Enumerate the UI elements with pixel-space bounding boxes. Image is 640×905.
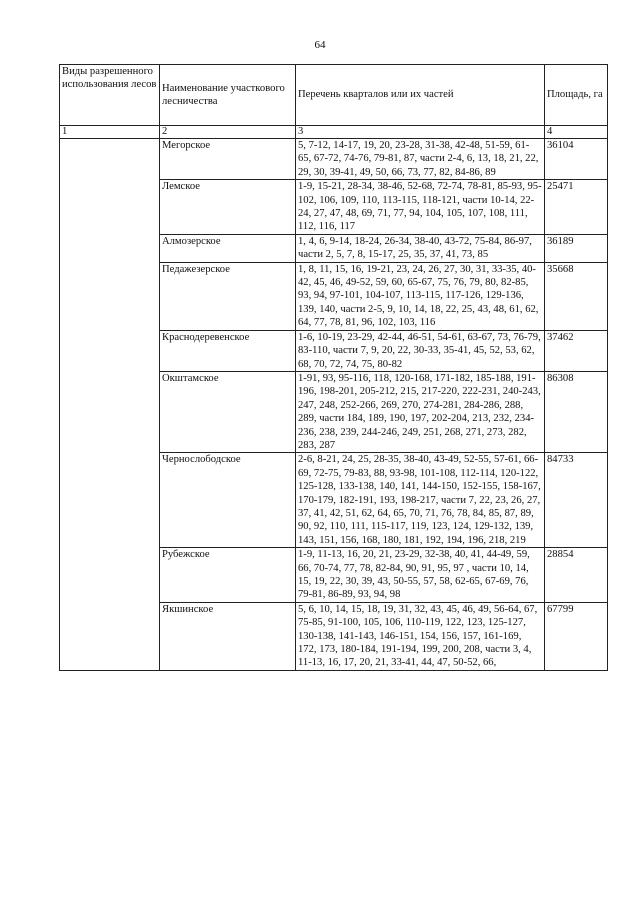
forestry-name: Алмозерское — [160, 234, 296, 262]
area-value: 86308 — [545, 371, 608, 452]
area-value: 67799 — [545, 602, 608, 670]
quarters-list: 1-9, 11-13, 16, 20, 21, 23-29, 32-38, 40, 41, 44-49, 59, 66, 70-74, 77, 78, 82-84, 90, 91, 95, 97 , части 10, 14, 15, 19, 22, 30, 39, 43, 50-55, 57, 58, 62-65, 67-69, 76, 79-81, 86-89, 93, 94, 98 — [296, 548, 545, 603]
area-value: 25471 — [545, 180, 608, 235]
forestry-name: Педажезерское — [160, 262, 296, 330]
column-number: 4 — [545, 126, 608, 139]
page-number: 64 — [314, 39, 326, 51]
quarters-list: 1, 4, 6, 9-14, 18-24, 26-34, 38-40, 43-72, 75-84, 86-97, части 2, 5, 7, 8, 15-17, 25, 35, 37, 41, 73, 85 — [296, 234, 545, 262]
quarters-list: 2-6, 8-21, 24, 25, 28-35, 38-40, 43-49, 52-55, 57-61, 66-69, 72-75, 79-83, 88, 93-98, 101-108, 112-114, 120-122, 125-128, 133-138, 140, 141, 144-150, 152-155, 158-167, 170-179, 182-191, 193, 198-217, части 7, 22, 23, 26, 27, 37, 41, 42, 51, 62, 64, 65, 70, 71, 76, 78, 84, 85, 87, 89, 90, 92, 110, 111, 115-117, 119, 123, 124, 129-132, 139, 143, 151, 156, 168, 180, 181, 192, 194, 196, 218, 219 — [296, 453, 545, 548]
quarters-list: 5, 6, 10, 14, 15, 18, 19, 31, 32, 43, 45, 46, 49, 56-64, 67, 75-85, 91-100, 105, 106, 110-119, 122, 123, 125-127, 130-138, 141-143, 146-151, 154, 156, 157, 161-169, 172, 173, 180-184, 191-194, 199, 200, 208, части 3, 4, 11-13, 16, 17, 20, 21, 33-41, 44, 47, 50-52, 66, — [296, 602, 545, 670]
quarters-list: 1-9, 15-21, 28-34, 38-46, 52-68, 72-74, 78-81, 85-93, 95-102, 106, 109, 110, 113-115, 118-121, части 10-14, 22-24, 27, 47, 48, 69, 71, 77, 94, 104, 105, 107, 108, 111, 112, 116, 117 — [296, 180, 545, 235]
quarters-list: 1-91, 93, 95-116, 118, 120-168, 171-182, 185-188, 191-196, 198-201, 205-212, 215, 217-220, 222-231, 240-243, 247, 248, 252-266, 269, 270, 274-281, 284-286, 288, 289, части 184, 189, 190, 197, 202-204, 213, 232, 234-236, 238, 239, 244-246, 249, 251, 268, 271, 273, 282, 283, 287 — [296, 371, 545, 452]
header-quarters-list: Перечень кварталов или их частей — [296, 65, 545, 126]
area-value: 36189 — [545, 234, 608, 262]
quarters-list: 1-6, 10-19, 23-29, 42-44, 46-51, 54-61, 63-67, 73, 76-79, 83-110, части 7, 9, 20, 22, 30-33, 35-41, 45, 52, 53, 62, 68, 70, 72, 74, 75, 80-82 — [296, 330, 545, 371]
area-value: 35668 — [545, 262, 608, 330]
quarters-list: 5, 7-12, 14-17, 19, 20, 23-28, 31-38, 42-48, 51-59, 61-65, 67-72, 74-76, 79-81, 87, части 2-4, 6, 13, 18, 21, 22, 29, 30, 39-41, 49, 50, 66, 73, 77, 82, 84-86, 89 — [296, 139, 545, 180]
forestry-name: Якшинское — [160, 602, 296, 670]
forestry-name: Мегорское — [160, 139, 296, 180]
header-area: Площадь, га — [545, 65, 608, 126]
area-value: 84733 — [545, 453, 608, 548]
forestry-name: Чернослободское — [160, 453, 296, 548]
use-type-cell — [60, 139, 160, 671]
column-number-row — [60, 126, 608, 139]
forestry-name: Лемское — [160, 180, 296, 235]
column-number: 3 — [296, 126, 545, 139]
quarters-list: 1, 8, 11, 15, 16, 19-21, 23, 24, 26, 27, 30, 31, 33-35, 40-42, 45, 46, 49-52, 59, 60, 65-67, 75, 76, 79, 80, 82-85, 93, 94, 97-101, 104-107, 113-115, 117-126, 129-136, 139, 140, части 2-5, 9, 10, 14, 18, 22, 25, 43, 48, 61, 62, 64, 77, 78, 81, 96, 102, 103, 116 — [296, 262, 545, 330]
forestry-name: Рубежское — [160, 548, 296, 603]
forestry-name: Окштамское — [160, 371, 296, 452]
area-value: 37462 — [545, 330, 608, 371]
column-number: 1 — [60, 126, 160, 139]
area-value: 28854 — [545, 548, 608, 603]
forestry-name: Краснодеревенское — [160, 330, 296, 371]
table-row — [60, 139, 608, 180]
header-use-type: Виды разрешенного использования лесов — [60, 65, 160, 126]
column-number: 2 — [160, 126, 296, 139]
header-forestry-name: Наименование участкового лесничества — [160, 65, 296, 126]
table-header-row — [60, 65, 608, 126]
area-value: 36104 — [545, 139, 608, 180]
forest-use-table — [59, 64, 608, 671]
